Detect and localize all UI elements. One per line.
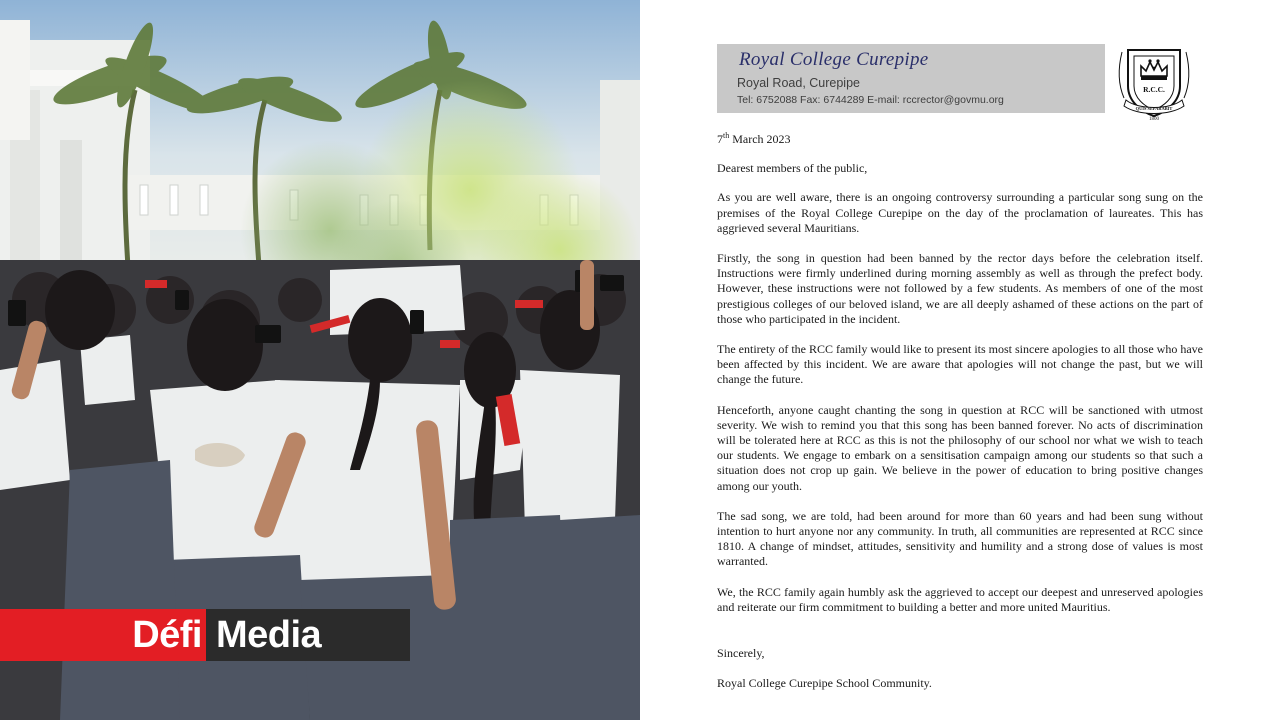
- letter-paragraph: We, the RCC family again humbly ask the aggrieved to accept our deepest and unreserved apologies and reiterate our firm commitment to building a better and more united Mauritius.: [717, 584, 1203, 614]
- letter-paragraph: As you are well aware, there is an ongoing controversy surrounding a particular song sung on the premises of the Royal College Curepipe on the day of the proclamation of laureates. This has aggrieved several Mauritians.: [717, 190, 1203, 235]
- date-suffix: th: [723, 131, 730, 140]
- apology-letter: [640, 0, 1280, 720]
- school-contact: Tel: 6752088 Fax: 6744289 E-mail: rccrector@govmu.org: [737, 94, 1004, 106]
- letter-salutation: Dearest members of the public,: [717, 161, 868, 176]
- letter-paragraph: Henceforth, anyone caught chanting the song in question at RCC will be sanctioned with utmost severity. We wish to remind you that this song has been banned forever. No acts of discrimination will be tolerated here at RCC as this is not the philosophy of our school nor what we wish to teach our students. We engage to embark on a sensitisation campaign among our students so that such a situation does not crop up gain. We believe in the power of education to bring positive changes among our youth.: [717, 402, 1203, 493]
- letter-signature: Royal College Curepipe School Community.: [717, 676, 932, 691]
- letter-closing: Sincerely,: [717, 646, 765, 661]
- school-name: Royal College Curepipe: [739, 49, 929, 70]
- defi-media-logo: [0, 609, 410, 661]
- date-day: 7: [717, 132, 723, 146]
- letter-paragraph: The entirety of the RCC family would like to present its most sincere apologies to all those who have been affected by this incident. We are aware that apologies will not change the past, but we will change the future.: [717, 342, 1203, 387]
- brand-defi-label: Défi: [0, 609, 206, 661]
- letterhead: [717, 44, 1105, 113]
- letter-paragraph: The sad song, we are told, had been around for more than 60 years and had been sung without intention to hurt anyone nor any community. In truth, all communities are represented at RCC since 1810. A change of mindset, attitudes, sensitivity and humility and a strong dose of values is most warranted.: [717, 508, 1203, 569]
- crest-year: 1800: [1149, 117, 1159, 122]
- brand-media-label: Media: [206, 609, 410, 661]
- school-address: Royal Road, Curepipe: [737, 76, 860, 90]
- crest-initials: R.C.C.: [1143, 85, 1165, 94]
- date-rest: March 2023: [729, 132, 791, 146]
- school-crest-icon: [1114, 40, 1194, 122]
- crest-motto: QUIS SEPARABIT: [1135, 106, 1173, 111]
- letter-paragraph: Firstly, the song in question had been banned by the rector days before the celebration itself. Instructions were firmly underlined during morning assembly as well as through the prefect body. However, these instructions were not followed by a few students. As members of one of the most prestigious colleges of our beloved island, we are all deeply ashamed of these actions on the part of those who participated in the incident.: [717, 251, 1203, 326]
- letter-body: [717, 128, 1203, 691]
- letter-date: [717, 128, 1203, 147]
